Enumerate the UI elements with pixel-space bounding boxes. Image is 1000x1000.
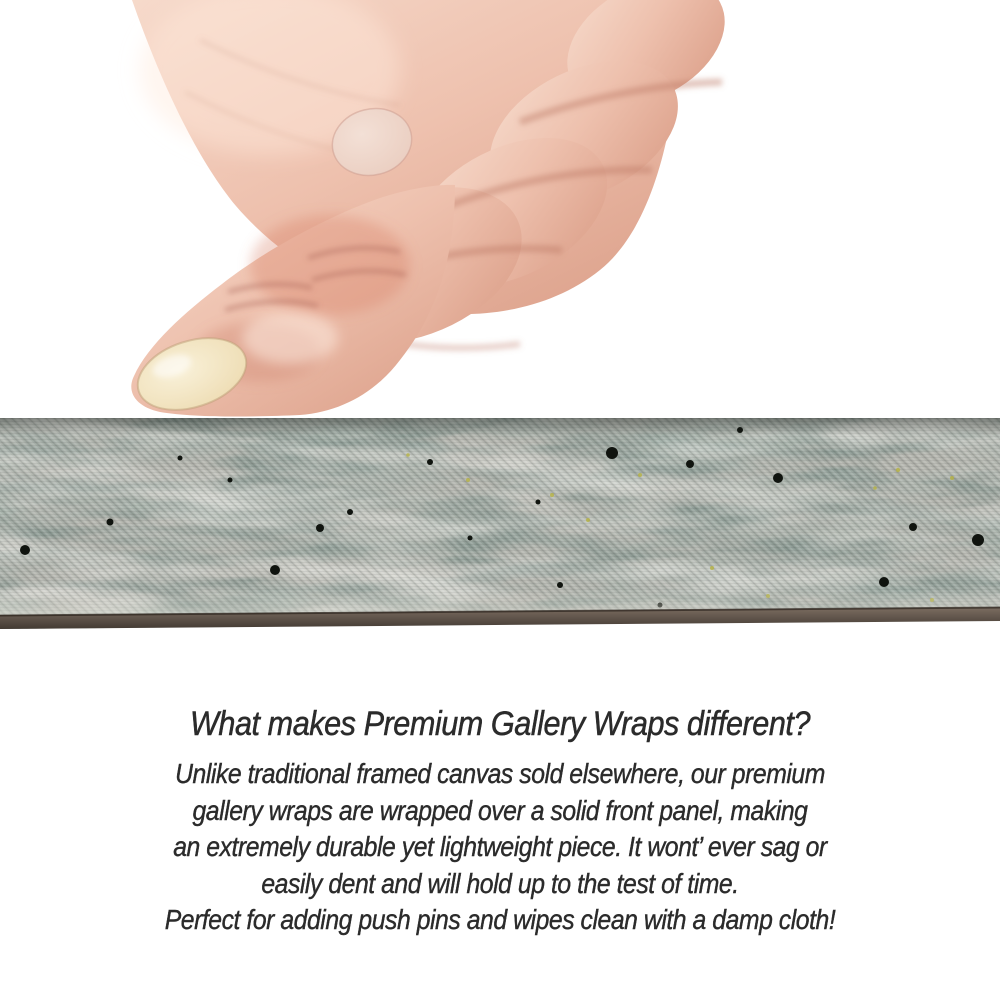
info-heading: What makes Premium Gallery Wraps different? [189,705,811,743]
info-line: Unlike traditional framed canvas sold elsewhere, our premium [175,758,825,789]
hand-pressing-photo [0,0,1000,420]
info-line: an extremely durable yet lightweight piece. It wont’ ever sag or [173,831,827,862]
info-section [50,702,950,939]
info-line: gallery wraps are wrapped over a solid front panel, making [192,794,808,826]
canvas-edge-photo [0,418,1000,630]
info-line: Perfect for adding push pins and wipes clean with a damp cloth! [164,904,836,935]
info-line: easily dent and will hold up to the test of time. [261,867,739,899]
